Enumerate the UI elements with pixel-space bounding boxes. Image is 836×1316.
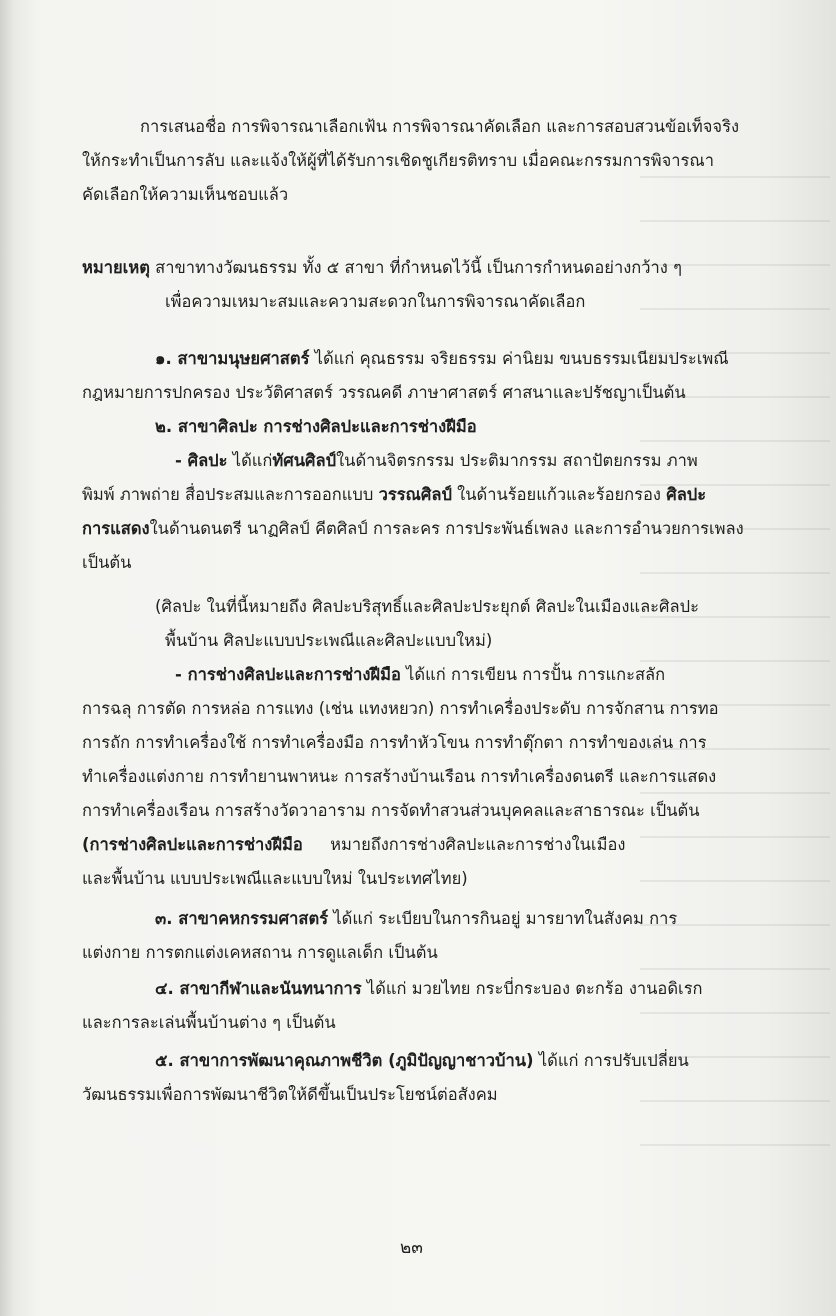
- section-5-line: [155, 1048, 689, 1076]
- section-1-text: กฎหมายการปกครอง ประวัติศาสตร์ วรรณคดี ภาษาศาสตร์ ศาสนาและปรัชญาเป็นต้น: [82, 383, 686, 402]
- section-3-line: [82, 940, 438, 968]
- craft-text: การทำเครื่องเรือน การสร้างวัดวาอาราม การจัดทำสวนส่วนบุคคลและสาธารณะ เป็นต้น: [82, 801, 700, 820]
- section-4-heading: ๔. สาขากีฬาและนันทนาการ: [155, 979, 362, 998]
- note-text: เพื่อความเหมาะสมและความสะดวกในการพิจารณาคัดเลือก: [165, 292, 586, 311]
- section-3-line: [155, 906, 677, 934]
- craft-note-line: [82, 832, 625, 860]
- craft-note-text: และพื้นบ้าน แบบประเพณีและแบบใหม่ ในประเทศไทย): [82, 869, 468, 888]
- art-line: [82, 482, 706, 510]
- art-line: [82, 550, 131, 578]
- art-note-text: พื้นบ้าน ศิลปะแบบประเพณีและศิลปะแบบใหม่): [165, 631, 493, 650]
- craft-lead: - การช่างศิลปะและการช่างฝีมือ: [175, 665, 401, 684]
- paragraph-line: [82, 182, 288, 210]
- craft-text: การถัก การทำเครื่องใช้ การทำเครื่องมือ การทำหัวโขน การทำตุ๊กตา การทำของเล่น การ: [82, 733, 707, 752]
- note-line: [165, 289, 585, 317]
- art-term-performing: ศิลปะ: [666, 485, 707, 504]
- section-1-line: [155, 346, 729, 374]
- craft-line: [175, 662, 665, 690]
- section-5-text: ได้แก่ การปรับเปลี่ยน: [538, 1051, 689, 1070]
- art-text: ในด้านร้อยแก้วและร้อยกรอง: [457, 485, 661, 504]
- craft-note-line: [82, 866, 468, 894]
- art-line: [175, 448, 698, 476]
- section-2-heading: ๒. สาขาศิลปะ การช่างศิลปะและการช่างฝีมือ: [155, 417, 477, 436]
- craft-text: ได้แก่ การเขียน การปั้น การแกะสลัก: [406, 665, 666, 684]
- text-span: คัดเลือกให้ความเห็นชอบแล้ว: [82, 185, 289, 204]
- craft-line: [82, 696, 718, 724]
- art-text: เป็นต้น: [82, 553, 132, 572]
- craft-line: [82, 730, 707, 758]
- section-1-heading: ๑. สาขามนุษยศาสตร์: [155, 349, 310, 368]
- section-5-line: [82, 1082, 498, 1110]
- art-term-literary: วรรณศิลป์: [378, 485, 452, 504]
- art-text: พิมพ์ ภาพถ่าย สื่อประสมและการออกแบบ: [82, 485, 374, 504]
- section-1-line: [82, 380, 686, 408]
- paragraph-line: [82, 148, 714, 176]
- note-line: [82, 255, 682, 283]
- art-lead: - ศิลปะ: [175, 451, 228, 470]
- section-4-line: [155, 976, 703, 1004]
- art-line: [82, 516, 744, 544]
- section-3-text: แต่งกาย การตกแต่งเคหสถาน การดูแลเด็ก เป็นต้น: [82, 943, 438, 962]
- art-text: ในด้านดนตรี นาฏศิลป์ คีตศิลป์ การละคร การประพันธ์เพลง และการอำนวยการเพลง: [149, 519, 744, 538]
- section-5-text: วัฒนธรรมเพื่อการพัฒนาชีวิตให้ดีขึ้นเป็นประโยชน์ต่อสังคม: [82, 1085, 498, 1104]
- section-3-text: ได้แก่ ระเบียบในการกินอยู่ มารยาทในสังคม การ: [333, 909, 678, 928]
- art-note-line: [155, 594, 699, 622]
- art-text: ในด้านจิตรกรรม ประติมากรรม สถาปัตยกรรม ภาพ: [336, 451, 698, 470]
- section-2-heading-line: [155, 414, 477, 442]
- section-4-text: และการละเล่นพื้นบ้านต่าง ๆ เป็นต้น: [82, 1013, 336, 1032]
- section-4-line: [82, 1010, 336, 1038]
- paragraph-line: [140, 114, 739, 142]
- note-label: หมายเหตุ: [82, 258, 150, 277]
- craft-note-text: หมายถึงการช่างศิลปะและการช่างในเมือง: [330, 835, 626, 854]
- text-span: การเสนอชื่อ การพิจารณาเลือกเฟ้น การพิจารณาคัดเลือก และการสอบสวนข้อเท็จจริง: [140, 117, 739, 136]
- section-3-heading: ๓. สาขาคหกรรมศาสตร์: [155, 909, 329, 928]
- craft-line: [82, 798, 700, 826]
- note-text: สาขาทางวัฒนธรรม ทั้ง ๕ สาขา ที่กำหนดไว้นี้ เป็นการกำหนดอย่างกว้าง ๆ: [155, 258, 682, 277]
- craft-text: การฉลุ การตัด การหล่อ การแทง (เช่น แทงหยวก) การทำเครื่องประดับ การจักสาน การทอ: [82, 699, 719, 718]
- art-text: ได้แก่: [232, 451, 273, 470]
- section-1-text: ได้แก่ คุณธรรม จริยธรรม ค่านิยม ขนบธรรมเนียมประเพณี: [314, 349, 729, 368]
- text-span: ให้กระทำเป็นการลับ และแจ้งให้ผู้ที่ได้รับการเชิดชูเกียรติทราบ เมื่อคณะกรรมการพิจารณา: [82, 151, 714, 170]
- craft-text: ทำเครื่องแต่งกาย การทำยานพาหนะ การสร้างบ้านเรือน การทำเครื่องดนตรี และการแสดง: [82, 767, 717, 786]
- craft-line: [82, 764, 716, 792]
- section-5-heading: ๕. สาขาการพัฒนาคุณภาพชีวิต (ภูมิปัญญาชาวบ้าน): [155, 1051, 534, 1070]
- art-term-visual: ทัศนศิลป์: [272, 451, 337, 470]
- art-note-line: [165, 628, 492, 656]
- page-number: ๒๓: [400, 1238, 423, 1258]
- section-4-text: ได้แก่ มวยไทย กระบี่กระบอง ตะกร้อ งานอดิเรก: [366, 979, 703, 998]
- craft-note-lead: (การช่างศิลปะและการช่างฝีมือ: [82, 835, 303, 854]
- art-note-text: (ศิลปะ ในที่นี้หมายถึง ศิลปะบริสุทธิ์และศิลปะประยุกต์ ศิลปะในเมืองและศิลปะ: [155, 597, 699, 616]
- art-term-performing: การแสดง: [82, 519, 150, 538]
